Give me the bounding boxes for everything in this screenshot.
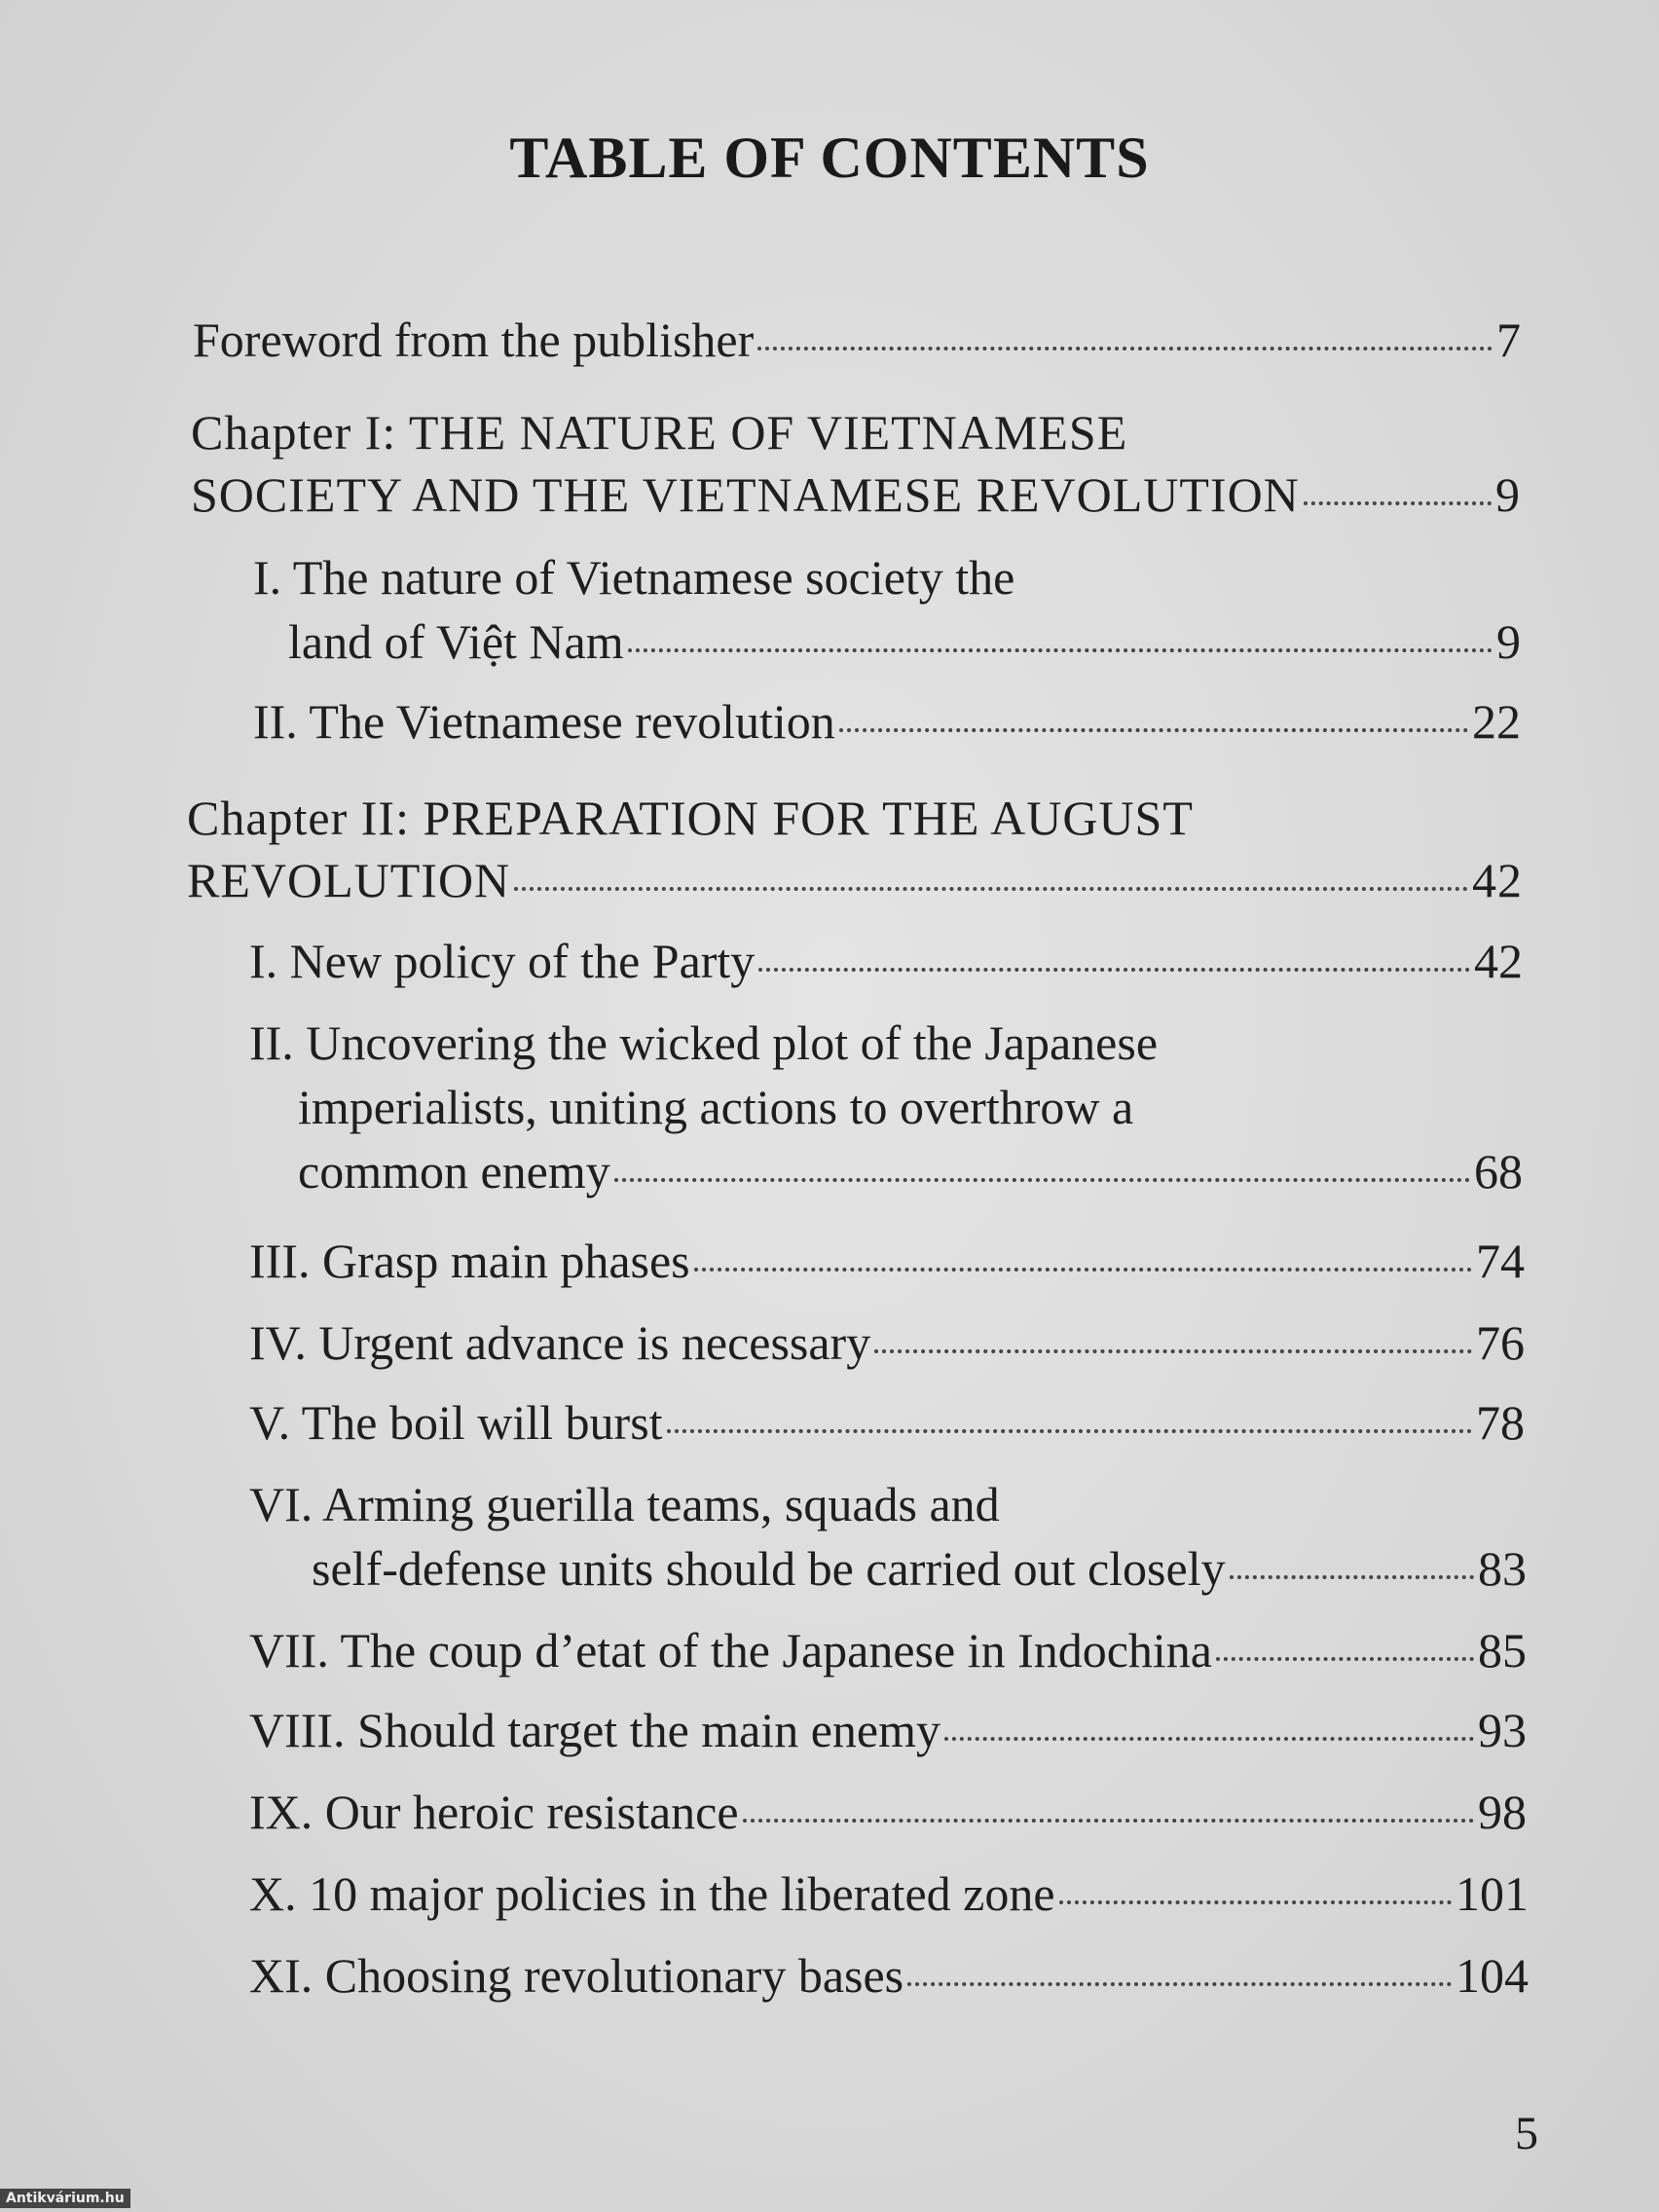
dot-leader: [694, 1268, 1472, 1272]
toc-entry-text: Chapter II: PREPARATION FOR THE AUGUST: [187, 791, 1194, 845]
toc-page-number: 83: [1478, 1541, 1527, 1596]
toc-entry-text: Foreword from the publisher: [193, 313, 755, 367]
toc-entry-section: [249, 1780, 1527, 1844]
toc-entry-foreword: [193, 308, 1521, 372]
dot-leader: [874, 1349, 1472, 1353]
toc-entry-section: [253, 545, 1521, 674]
toc-entry-section: [249, 1310, 1525, 1375]
toc-entry-text: IV. Urgent advance is necessary: [249, 1315, 871, 1370]
dot-leader: [1059, 1900, 1452, 1904]
toc-page-number: 7: [1496, 313, 1521, 367]
toc-entry-text: VI. Arming guerilla teams, squads and: [249, 1477, 1000, 1531]
toc-page-number: 42: [1472, 853, 1523, 907]
toc-entry-chapter-1: [191, 401, 1521, 526]
toc-entry-text: Chapter I: THE NATURE OF VIETNAMESE: [191, 405, 1128, 460]
dot-leader: [757, 347, 1493, 350]
toc-entry-section: [249, 1698, 1527, 1762]
toc-entry-section: [249, 1011, 1523, 1203]
dot-leader: [667, 1429, 1472, 1433]
toc-entry-text: III. Grasp main phases: [249, 1234, 690, 1288]
toc-entry-text: VII. The coup d’etat of the Japanese in Indochina: [249, 1623, 1212, 1677]
toc-entry-section: [249, 1390, 1525, 1455]
toc-page-number: 9: [1495, 467, 1521, 522]
toc-entry-section: [253, 689, 1521, 754]
toc-entry-section: [249, 1943, 1529, 2008]
dot-leader: [628, 648, 1493, 652]
toc-page-number: 98: [1478, 1785, 1527, 1839]
toc-entry-text: SOCIETY AND THE VIETNAMESE REVOLUTION: [191, 467, 1300, 522]
dot-leader: [839, 728, 1468, 732]
toc-page-number: 93: [1478, 1703, 1527, 1757]
dot-leader: [1230, 1575, 1474, 1579]
dot-leader: [1216, 1657, 1474, 1661]
toc-entry-section: [249, 1862, 1529, 1926]
toc-page-number: 85: [1478, 1623, 1527, 1677]
toc-entry-text: V. The boil will burst: [249, 1395, 663, 1450]
toc-entry-text: imperialists, uniting actions to overthrow a: [298, 1080, 1134, 1134]
toc-page-number: 22: [1472, 694, 1521, 749]
dot-leader: [614, 1178, 1470, 1182]
toc-entry-text: land of Việt Nam: [288, 614, 624, 669]
toc-title: TABLE OF CONTENTS: [509, 126, 1150, 190]
dot-leader: [758, 968, 1470, 972]
toc-entry-text: I. The nature of Vietnamese society the: [253, 550, 1015, 605]
toc-page-number: 78: [1476, 1395, 1525, 1450]
toc-page-number: 9: [1496, 614, 1521, 669]
toc-entry-text: VIII. Should target the main enemy: [249, 1703, 941, 1757]
dot-leader: [907, 1982, 1452, 1986]
toc-page-number: 42: [1474, 934, 1523, 988]
toc-entry-section: [249, 1229, 1525, 1293]
toc-page-number: 74: [1476, 1234, 1525, 1288]
dot-leader: [514, 887, 1468, 891]
dot-leader: [944, 1737, 1474, 1741]
toc-entry-section: [249, 1472, 1527, 1601]
dot-leader: [743, 1819, 1474, 1823]
toc-entry-text: self-defense units should be carried out closely: [312, 1541, 1226, 1596]
toc-entry-chapter-2: [187, 787, 1523, 911]
toc-entry-text: X. 10 major policies in the liberated zone: [249, 1866, 1055, 1921]
toc-entry-text: I. New policy of the Party: [249, 934, 756, 988]
toc-entry-text: IX. Our heroic resistance: [249, 1785, 739, 1839]
toc-page-number: 76: [1476, 1315, 1525, 1370]
toc-page-number: 104: [1456, 1948, 1529, 2003]
page-number: 5: [1515, 2108, 1538, 2159]
toc-entry-section: [249, 1618, 1527, 1682]
dot-leader: [1304, 501, 1492, 505]
toc-page-number: 101: [1456, 1866, 1529, 1921]
toc-entry-text: common enemy: [298, 1144, 610, 1198]
toc-entry-text: II. The Vietnamese revolution: [253, 694, 835, 749]
toc-page-number: 68: [1474, 1144, 1523, 1198]
toc-entry-section: [249, 929, 1523, 993]
toc-entry-text: XI. Choosing revolutionary bases: [249, 1948, 904, 2003]
toc-entry-text: II. Uncovering the wicked plot of the Japanese: [249, 1015, 1159, 1070]
toc-entry-text: REVOLUTION: [187, 853, 511, 907]
watermark: Antikvárium.hu: [0, 2189, 130, 2208]
